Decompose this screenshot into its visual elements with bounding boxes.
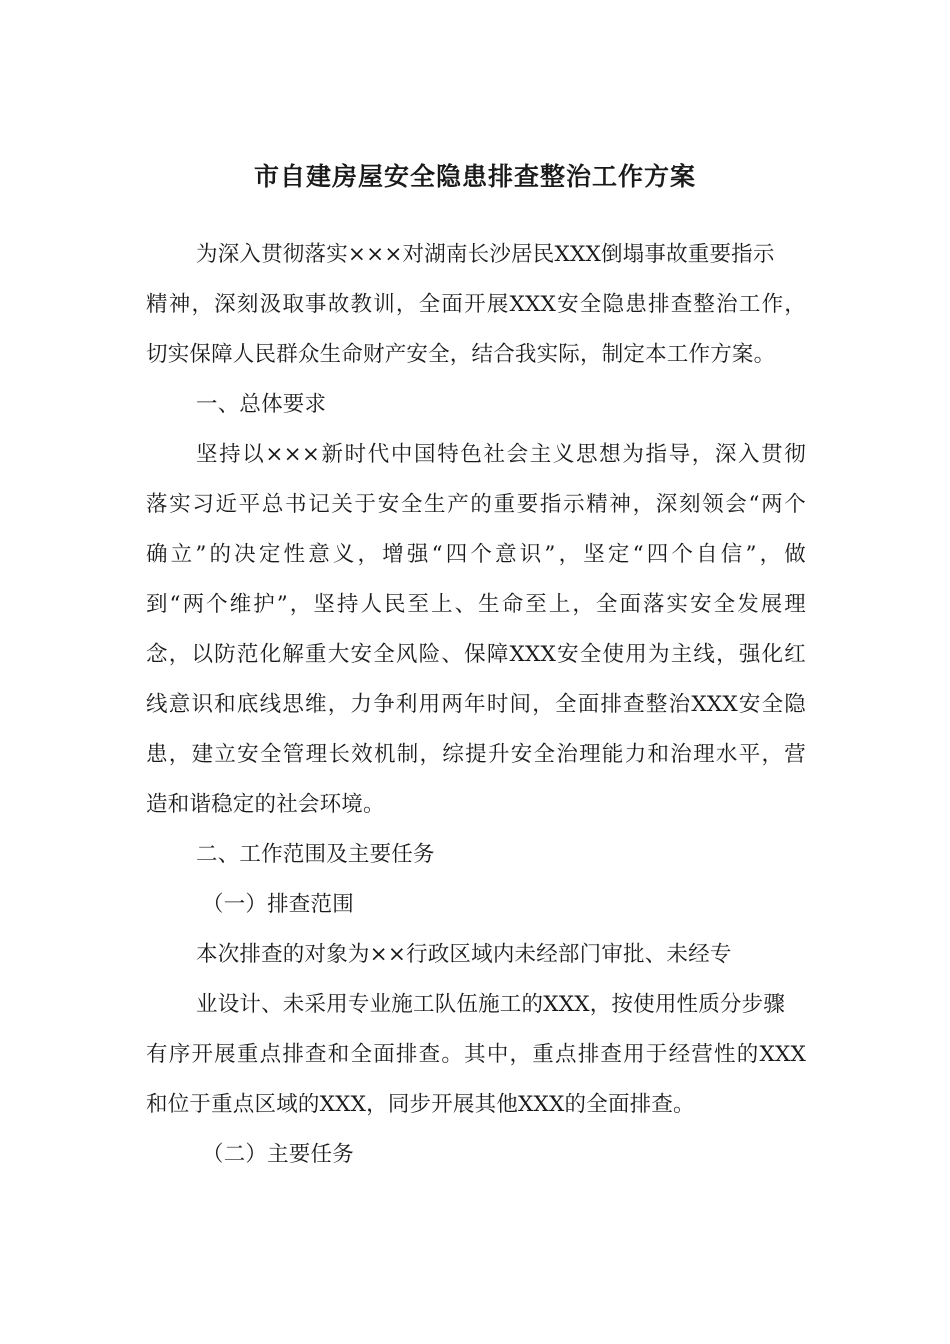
section-heading: 二、工作范围及主要任务 [196,842,435,867]
subsection-heading: （一）排查范围 [202,892,354,917]
paragraph-line: 为深入贯彻落实×××对湖南长沙居民XXX倒塌事故重要指示 [196,242,775,267]
paragraph-line: 切实保障人民群众生命财产安全，结合我实际，制定本工作方案。 [146,342,776,367]
paragraph-line: 到“两个维护”，坚持人民至上、生命至上，全面落实安全发展理 [146,592,806,617]
paragraph-line: 坚持以×××新时代中国特色社会主义思想为指导，深入贯彻 [196,442,806,467]
paragraph-line: 有序开展重点排查和全面排查。其中，重点排查用于经营性的XXX [146,1042,806,1067]
subsection-heading: （二）主要任务 [202,1142,354,1167]
paragraph-line: 业设计、未采用专业施工队伍施工的XXX，按使用性质分步骤 [196,992,786,1017]
document-title: 市自建房屋安全隐患排查整治工作方案 [253,162,696,191]
paragraph-line: 本次排查的对象为××行政区域内未经部门审批、未经专 [196,942,732,967]
paragraph-line: 线意识和底线思维，力争利用两年时间，全面排查整治XXX安全隐 [146,692,806,717]
paragraph-line: 落实习近平总书记关于安全生产的重要指示精神，深刻领会“两个 [146,492,806,517]
paragraph-line: 精神，深刻汲取事故教训，全面开展XXX安全隐患排查整治工作， [146,292,806,317]
paragraph-line: 造和谐稳定的社会环境。 [146,792,385,817]
paragraph-line: 念，以防范化解重大安全风险、保障XXX安全使用为主线，强化红 [146,642,806,667]
section-heading: 一、总体要求 [196,392,327,417]
paragraph-line: 确立”的决定性意义，增强“四个意识”，坚定“四个自信”，做 [146,542,806,567]
document-body [146,230,806,1180]
paragraph-line: 和位于重点区域的XXX，同步开展其他XXX的全面排查。 [146,1092,695,1117]
paragraph-line: 患，建立安全管理长效机制，综提升安全治理能力和治理水平，营 [146,742,806,767]
